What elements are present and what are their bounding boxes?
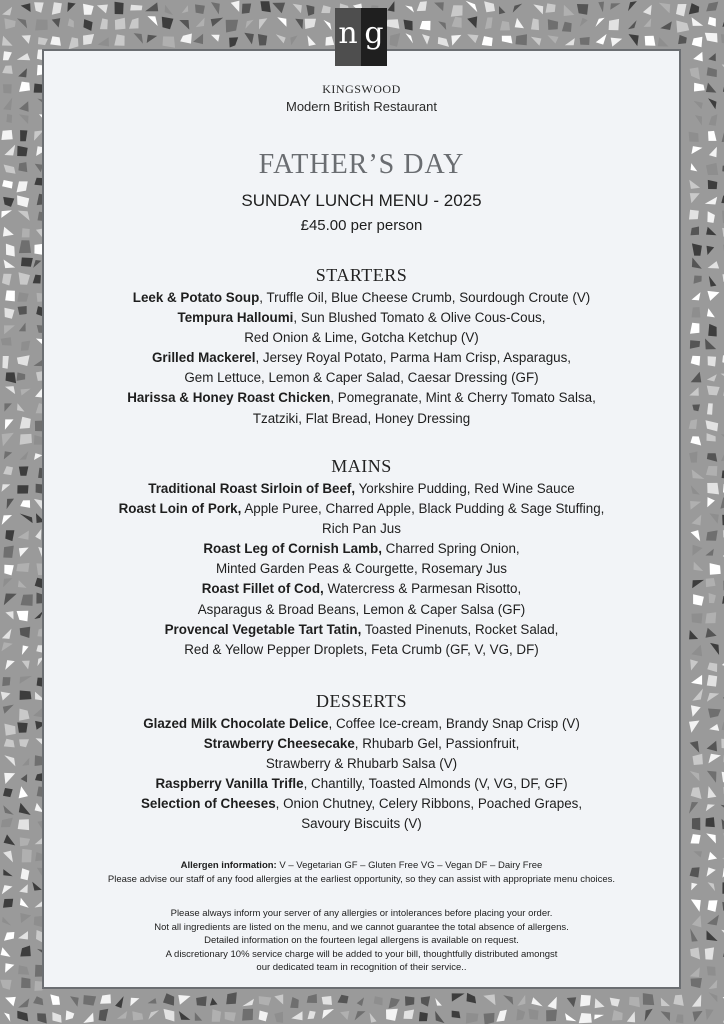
allergen-info (44, 859, 679, 886)
menu-item-line (44, 388, 679, 408)
dish-description: Rich Pan Jus (322, 521, 401, 537)
footer-note: our dedicated team in recognition of their service.. (256, 962, 467, 973)
dish-name: Provencal Vegetable Tart Tatin, (164, 621, 362, 637)
menu-item (44, 774, 679, 794)
menu-item-line (44, 409, 679, 429)
dish-name: Strawberry Cheesecake (203, 736, 355, 752)
footer-note: Not all ingredients are listed on the menu, and we cannot guarantee the total absence of allergens. (154, 921, 569, 933)
menu-card (42, 49, 681, 989)
dish-description: , Pomegranate, Mint & Cherry Tomato Salsa, (330, 390, 596, 406)
dish-description: Strawberry & Rhubarb Salsa (V) (265, 756, 458, 772)
dish-description: Watercress & Parmesan Risotto, (323, 581, 522, 597)
dish-name: Roast Loin of Pork, (118, 501, 242, 517)
menu-item-line (44, 640, 679, 660)
logo-letter-g: g (361, 8, 387, 66)
menu-item (44, 620, 679, 660)
starters-section (44, 263, 679, 429)
allergen-codes: V – Vegetarian GF – Gluten Free VG – Vegan DF – Dairy Free (276, 860, 543, 871)
dish-description: , Sun Blushed Tomato & Olive Cous-Cous, (293, 310, 546, 326)
footer-note: A discretionary 10% service charge will be added to your bill, thoughtfully distributed amongst (165, 948, 558, 960)
menu-item-line (44, 774, 679, 794)
menu-title: FATHER’S DAY (258, 149, 465, 180)
menu-item-line (44, 328, 679, 348)
dish-name: Traditional Roast Sirloin of Beef, (148, 481, 356, 496)
dish-name: Glazed Milk Chocolate Delice (143, 716, 329, 731)
restaurant-name: KINGSWOOD (322, 82, 401, 96)
dish-description: , Rhubarb Gel, Passionfruit, (354, 736, 520, 752)
menu-item (44, 579, 679, 619)
menu-item-line (44, 600, 679, 620)
menu-item-line (44, 499, 679, 519)
dish-description: Savoury Biscuits (V) (301, 816, 422, 832)
dish-description: , Truffle Oil, Blue Cheese Crumb, Sourdough Croute (V) (259, 290, 591, 305)
menu-item (44, 308, 679, 348)
starters-list (44, 288, 679, 429)
dish-name: Raspberry Vanilla Trifle (155, 776, 304, 792)
menu-price: £45.00 per person (300, 217, 423, 234)
footer-notes (44, 907, 679, 975)
menu-item-line (44, 814, 679, 834)
menu-item (44, 288, 679, 308)
menu-item-line (44, 559, 679, 579)
dish-description: Red & Yellow Pepper Droplets, Feta Crumb (GF, V, VG, DF) (184, 641, 539, 657)
mains-list (44, 479, 679, 660)
section-heading: STARTERS (315, 265, 408, 285)
section-heading: DESSERTS (316, 691, 407, 711)
dish-name: Roast Leg of Cornish Lamb, (203, 541, 382, 557)
menu-item (44, 794, 679, 834)
allergen-label: Allergen information: (180, 860, 277, 871)
restaurant-logo (335, 8, 387, 66)
restaurant-tagline: Modern British Restaurant (285, 99, 437, 114)
section-heading: MAINS (331, 456, 392, 476)
menu-item (44, 734, 679, 774)
menu-item-line (44, 754, 679, 774)
menu-item-line (44, 734, 679, 754)
menu-item-line (44, 539, 679, 559)
dish-description: Gem Lettuce, Lemon & Caper Salad, Caesar Dressing (GF) (184, 370, 539, 386)
menu-item-line (44, 368, 679, 388)
menu-item (44, 348, 679, 388)
mains-section (44, 454, 679, 660)
menu-item (44, 388, 679, 428)
menu-subtitle: SUNDAY LUNCH MENU - 2025 (241, 191, 482, 210)
dish-description: Yorkshire Pudding, Red Wine Sauce (355, 481, 575, 496)
desserts-list (44, 714, 679, 835)
menu-item-line (44, 794, 679, 814)
dish-description: Apple Puree, Charred Apple, Black Pudding & Sage Stuffing, (241, 501, 605, 517)
footer-note: Detailed information on the fourteen legal allergens is available on request. (204, 935, 519, 946)
allergy-advice: Please advise our staff of any food allergies at the earliest opportunity, so they can assist with appropriate menu choices. (107, 873, 616, 885)
dish-name: Tempura Halloumi (177, 310, 294, 326)
dish-name: Roast Fillet of Cod, (201, 581, 324, 597)
dish-description: Minted Garden Peas & Courgette, Rosemary Jus (215, 561, 507, 577)
menu-item (44, 714, 679, 734)
dish-description: Red Onion & Lime, Gotcha Ketchup (V) (244, 330, 479, 346)
menu-item-line (44, 308, 679, 328)
menu-item-line (44, 620, 679, 640)
dish-name: Selection of Cheeses (140, 796, 276, 812)
desserts-section (44, 689, 679, 835)
menu-item-line (44, 479, 679, 499)
menu-item (44, 499, 679, 539)
dish-description: , Coffee Ice-cream, Brandy Snap Crisp (V) (328, 716, 580, 731)
menu-item-line (44, 288, 679, 308)
dish-name: Leek & Potato Soup (132, 290, 260, 305)
menu-item-line (44, 348, 679, 368)
dish-description: , Jersey Royal Potato, Parma Ham Crisp, Asparagus, (255, 350, 572, 366)
menu-item-line (44, 714, 679, 734)
dish-description: , Chantilly, Toasted Almonds (V, VG, DF, GF) (303, 776, 568, 792)
dish-description: Asparagus & Broad Beans, Lemon & Caper Salsa (GF) (197, 601, 526, 617)
menu-item-line (44, 579, 679, 599)
menu-item-line (44, 519, 679, 539)
dish-name: Grilled Mackerel (151, 350, 256, 366)
menu-item (44, 539, 679, 579)
dish-description: Charred Spring Onion, (381, 541, 520, 557)
dish-description: Tzatziki, Flat Bread, Honey Dressing (252, 410, 471, 426)
dish-description: , Onion Chutney, Celery Ribbons, Poached Grapes, (275, 796, 583, 812)
dish-description: Toasted Pinenuts, Rocket Salad, (361, 621, 559, 637)
allergen-key (44, 859, 679, 873)
dish-name: Harissa & Honey Roast Chicken (127, 390, 331, 406)
footer-note: Please always inform your server of any allergies or intolerances before placing your order. (170, 908, 553, 919)
menu-item (44, 479, 679, 499)
logo-letter-n: n (338, 16, 358, 51)
